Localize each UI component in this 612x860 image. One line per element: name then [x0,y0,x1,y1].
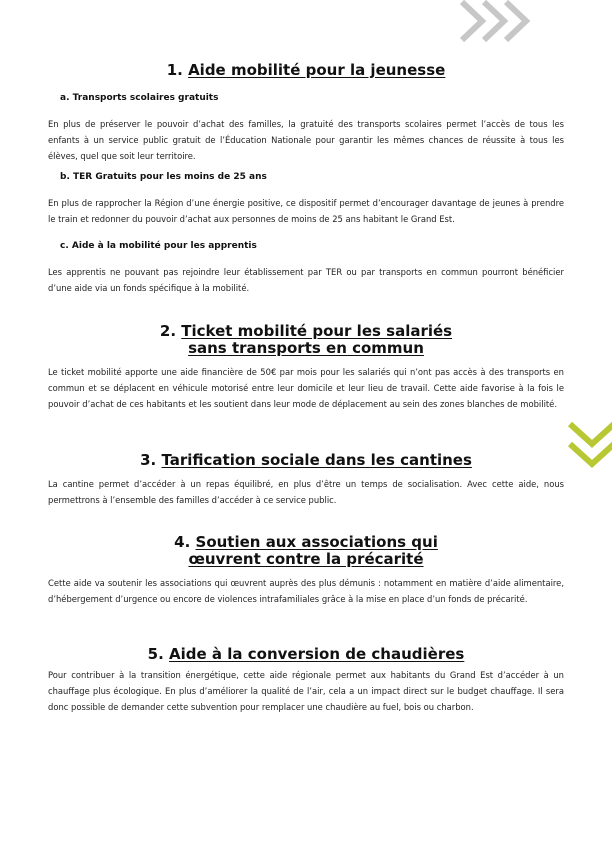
section-3-text: La cantine permet d’accéder à un repas équilibré, en plus d’être un temps de socialisation. Avec cette aide, nous permettrons à l’ensemble des familles d’accéder à ce service public. [48,479,564,505]
section-1-title: 1. Aide mobilité pour la jeunesse [166,61,446,79]
section-4-text: Cette aide va soutenir les associations qui œuvrent auprès des plus démunis : notamment en matière d’aide alimentaire, d’hébergement d’urgence ou encore de violences intrafamiliales grâce à la mise en place d’un fonds de précarité. [48,578,564,604]
section-5-title: 5. Aide à la conversion de chaudières [147,645,465,663]
section-4-title: 4. Soutien aux associations qui œuvrent contre la précarité [174,533,438,568]
subsection-1a-heading: a. Transports scolaires gratuits [60,93,219,103]
section-2-text: Le ticket mobilité apporte une aide financière de 50€ par mois pour les salariés qui n’ont pas accès à des transports en commun et se déplacent en véhicule motorisé entre leur domicile et leur lieu de travail. Cette aide favorise à la fois le pouvoir d’achat de ces habitants et les soutient dans leur mode de déplacement au sein des zones blanches de mobilité. [48,367,564,409]
subsection-1c-text: Les apprentis ne pouvant pas rejoindre leur établissement par TER ou par transports en commun pourront bénéficier d’une aide via un fonds spécifique à la mobilité. [48,267,564,293]
chevrons-double-right-icon [458,0,542,42]
section-5-text: Pour contribuer à la transition énergétique, cette aide régionale permet aux habitants du Grand Est d’accéder à un chauffage plus écologique. En plus d’améliorer la qualité de l’air, cela a un impact direct sur le budget chauffage. Il sera donc possible de demander cette subvention pour remplacer une chaudière au fuel, bois ou charbon. [48,670,564,712]
subsection-1b-text: En plus de rapprocher la Région d’une énergie positive, ce dispositif permet d’encourager davantage de jeunes à prendre le train et redonner du pouvoir d’achat aux personnes de moins de 25 ans habitant le Grand Est. [48,198,564,224]
section-2-title: 2. Ticket mobilité pour les salariés sans transports en commun [159,322,453,357]
subsection-1b-heading: b. TER Gratuits pour les moins de 25 ans [60,172,267,182]
chevrons-double-down-icon [566,420,612,476]
subsection-1a-text: En plus de préserver le pouvoir d’achat des familles, la gratuité des transports scolaires permet l’accès de tous les enfants à un service public gratuit de l’Éducation Nationale pour garantir les mêmes chances de réussite à tous les élèves, quel que soit leur territoire. [48,119,564,161]
section-3-title: 3. Tarification sociale dans les cantines [140,451,472,469]
subsection-1c-heading: c. Aide à la mobilité pour les apprentis [60,241,257,251]
